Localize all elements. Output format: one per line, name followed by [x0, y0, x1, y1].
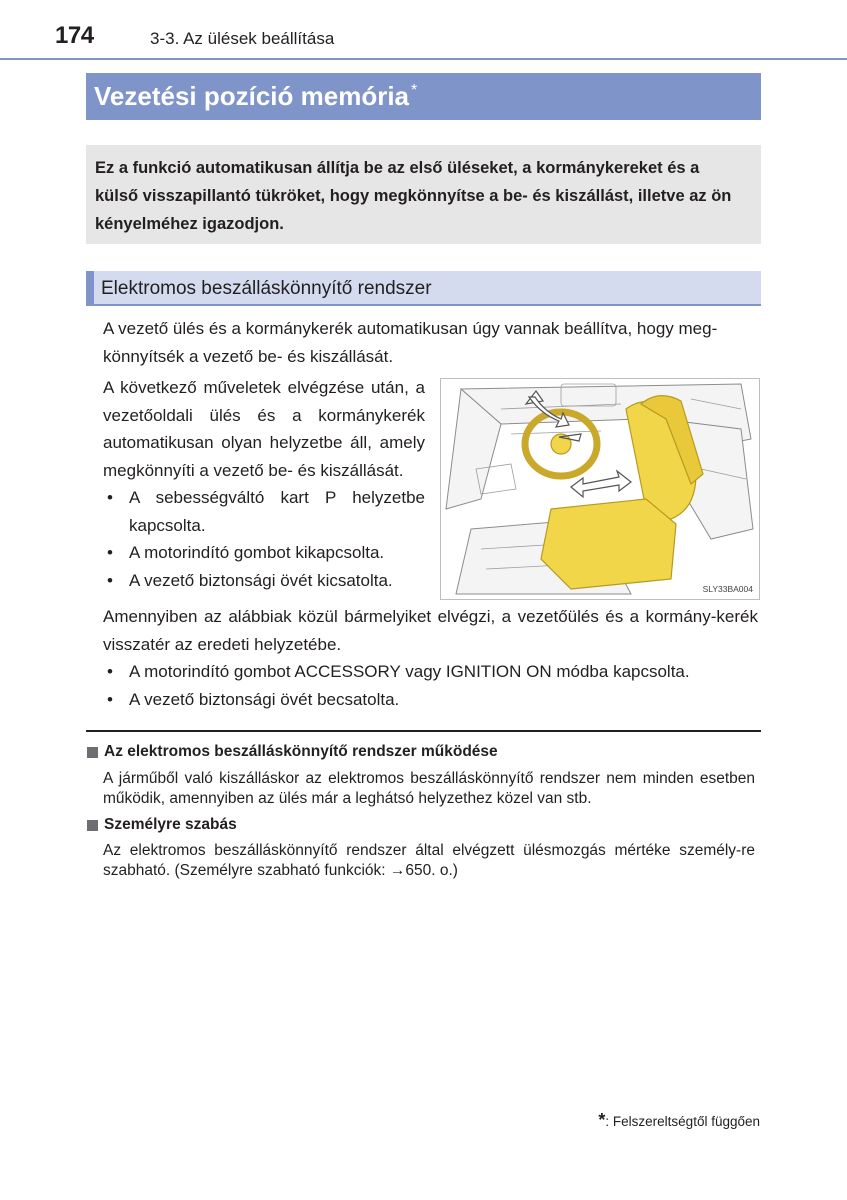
illustration-drawing — [441, 379, 759, 599]
bullet-text: A motorindító gombot kikapcsolta. — [129, 543, 385, 562]
intro-text: Ez a funkció automatikusan állítja be az első üléseket, a kormánykereket és a külső visszapillantó tükröket, hogy megkönnyítse a be- és kiszállást, illetve az ön kényelméhez igazodjon. — [95, 159, 732, 233]
notes-divider — [86, 730, 761, 732]
page-title-text: Vezetési pozíció memória — [94, 81, 410, 111]
paragraph-intro: A vezető ülés és a kormánykerék automatikusan úgy vannak beállítva, hogy meg-könnyítsék a vezető be- és kiszállását. — [103, 319, 718, 366]
note-heading-text: Személyre szabás — [104, 816, 237, 833]
bullet-item — [103, 686, 758, 714]
bullet-item — [103, 539, 425, 567]
bullet-text: A vezető biztonsági övét kicsatolta. — [129, 570, 393, 590]
bullet-dot: • — [107, 543, 113, 562]
note-heading — [87, 743, 498, 761]
page-number: 174 — [55, 22, 94, 49]
bullet-text: A motorindító gombot ACCESSORY vagy IGNITION ON módba kapcsolta. — [129, 662, 690, 681]
note-text: Az elektromos beszálláskönnyítő rendszer által elvégzett ülésmozgás mértéke személy-re szabható. (Személyre szabható funkciók: →650. o.) — [103, 842, 755, 879]
note-heading — [87, 816, 237, 834]
seat-steering-illustration — [440, 378, 760, 600]
bullet-dot: • — [107, 570, 113, 590]
intro-box — [86, 145, 761, 244]
note-text: A járműből való kiszálláskor az elektromos beszálláskönnyítő rendszer nem minden esetben működik, amennyiben az ülés már a leghátsó helyzethez közel van stb. — [103, 770, 755, 807]
bullet-text: A vezető biztonsági övét becsatolta. — [129, 689, 400, 709]
title-band — [86, 73, 761, 120]
bullet-text: A sebességváltó kart P helyzetbe kapcsolta. — [129, 488, 425, 535]
footnote-text: : Felszereltségtől függően — [605, 1114, 760, 1129]
note-square-icon — [87, 747, 98, 758]
bullet-dot: • — [107, 488, 113, 507]
subsection-band-marker — [86, 271, 94, 305]
subsection-band-rule — [86, 304, 761, 306]
paragraph-conditions — [103, 374, 425, 594]
paragraph-return — [103, 603, 758, 713]
title-asterisk: * — [411, 82, 418, 100]
footnote-asterisk: * — [598, 1110, 606, 1130]
bullet-dot: • — [107, 689, 113, 709]
page-title — [94, 81, 417, 112]
bullet-item — [103, 484, 425, 539]
paragraph-return-text: Amennyiben az alábbiak közül bármelyiket elvégzi, a vezetőülés és a kormány-kerék visszatér az eredeti helyzetébe. — [103, 607, 758, 654]
section-title: 3-3. Az ülések beállítása — [150, 29, 335, 48]
note-square-icon — [87, 820, 98, 831]
header-rule — [0, 58, 847, 60]
footnote — [598, 1110, 760, 1131]
bullet-dot: • — [107, 662, 113, 681]
note-heading-text: Az elektromos beszálláskönnyítő rendszer működése — [104, 743, 498, 760]
paragraph-conditions-text: A következő műveletek elvégzése után, a vezetőoldali ülés és a kormánykerék automatikusan olyan helyzetbe áll, amely megkönnyíti a vezető be- és kiszállását. — [103, 378, 425, 480]
bullet-item — [103, 658, 758, 686]
subsection-heading: Elektromos beszálláskönnyítő rendszer — [101, 278, 432, 299]
figure-code: SLY33BA004 — [702, 584, 753, 594]
bullet-item — [103, 567, 425, 595]
